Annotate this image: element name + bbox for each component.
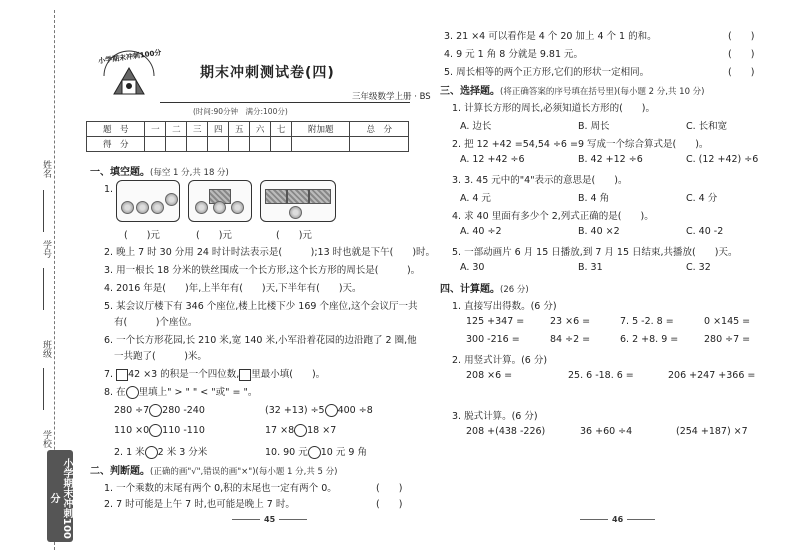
option[interactable]: B. 42 +12 ÷6 <box>578 154 643 165</box>
name-line <box>43 190 44 232</box>
page-number-right <box>576 515 659 524</box>
score-cell[interactable] <box>229 137 250 152</box>
judge-2: 2. 7 时可能是上午 7 时,也可能是晚上 7 时。 <box>104 499 295 510</box>
calc-item: 300 -216 = <box>466 334 520 345</box>
coin-icon <box>231 201 244 214</box>
section-1-note: (每空 1 分,共 18 分) <box>150 168 229 178</box>
score-header-cell: 题 号 <box>87 122 145 137</box>
question-4: 4. 2016 年是( )年,上半年有( )天,下半年有( )天。 <box>104 283 362 294</box>
q7-text: 42 ×3 的积是一个四位数, <box>128 369 240 380</box>
compare-left: 280 ÷7 <box>114 405 150 416</box>
option[interactable]: C. 40 -2 <box>686 226 724 237</box>
page-title: 期末冲刺测试卷(四) <box>200 65 335 81</box>
page-number-left <box>228 515 311 524</box>
option[interactable]: B. 周长 <box>578 121 610 132</box>
score-cell[interactable] <box>187 137 208 152</box>
q1-blank-1[interactable]: ( )元 <box>124 230 160 241</box>
calc-item: 84 ÷2 = <box>550 334 591 345</box>
score-header-cell: 五 <box>229 122 250 137</box>
compare-item <box>114 424 205 437</box>
answer-paren[interactable]: ( ) <box>728 67 755 78</box>
question-3: 3. 用一根长 18 分米的铁丝围成一个长方形,这个长方形的周长是( )。 <box>104 265 421 276</box>
section-4-note: (26 分) <box>500 285 529 295</box>
score-cell[interactable] <box>350 137 409 152</box>
score-header-cell: 一 <box>145 122 166 137</box>
option[interactable]: B. 4 角 <box>578 193 610 204</box>
question-7 <box>104 366 325 381</box>
logo-text: 小学期末冲刺100分 <box>97 48 162 66</box>
score-header-cell: 四 <box>208 122 229 137</box>
q8-text: 8. 在 <box>104 387 126 398</box>
q8-text-2: 里填上" > " " < "或" = "。 <box>138 387 258 398</box>
score-cell[interactable] <box>250 137 271 152</box>
compare-circle[interactable] <box>325 404 338 417</box>
score-header-cell: 六 <box>250 122 271 137</box>
section-3-note: (将正确答案的序号填在括号里)(每小题 2 分,共 10 分) <box>500 87 705 97</box>
stepwise-calc-item: (254 +187) ×7 <box>676 426 748 437</box>
section-1-title: 一、填空题。 <box>90 167 150 178</box>
option[interactable]: C. 4 分 <box>686 193 718 204</box>
answer-paren[interactable]: ( ) <box>376 483 403 494</box>
compare-right: 400 ÷8 <box>337 405 373 416</box>
score-header-cell: 三 <box>187 122 208 137</box>
option[interactable]: B. 40 ×2 <box>578 226 620 237</box>
compare-left: 110 ×0 <box>114 425 150 436</box>
compare-circle[interactable] <box>294 424 307 437</box>
calc-1-title: 1. 直接写出得数。(6 分) <box>452 301 557 312</box>
answer-paren[interactable]: ( ) <box>728 49 755 60</box>
vertical-calc-item: 208 ×6 = <box>466 370 513 381</box>
compare-circle[interactable] <box>145 446 158 459</box>
question-2: 2. 晚上 7 时 30 分用 24 时计时法表示是( );13 时也就是下午( )时。 <box>104 247 436 258</box>
vertical-calc-item: 206 +247 +366 = <box>668 370 756 381</box>
stepwise-calc-item: 208 +(438 -226) <box>466 426 546 437</box>
q1-number: 1. <box>104 184 114 195</box>
compare-circle[interactable] <box>308 446 321 459</box>
compare-circle[interactable] <box>149 404 162 417</box>
q1-blank-3[interactable]: ( )元 <box>276 230 312 241</box>
section-3-heading <box>440 82 705 97</box>
page-number: 45 <box>264 515 276 524</box>
banknote-icon <box>287 189 309 204</box>
compare-left: 10. 90 元 <box>265 447 308 458</box>
id-label: 学号 <box>41 240 51 258</box>
stepwise-calc-item: 36 +60 ÷4 <box>580 426 633 437</box>
answer-paren[interactable]: ( ) <box>376 499 403 510</box>
score-cell[interactable] <box>292 137 350 152</box>
coin-icon <box>151 201 164 214</box>
option[interactable]: A. 4 元 <box>460 193 491 204</box>
answer-paren[interactable]: ( ) <box>728 31 755 42</box>
option[interactable]: A. 12 +42 ÷6 <box>460 154 525 165</box>
judge-3: 3. 21 ×4 可以看作是 4 个 20 加上 4 个 1 的和。 <box>444 31 657 42</box>
score-row-label: 得 分 <box>87 137 145 152</box>
grade-subtitle: 三年级数学上册 · BS <box>352 92 431 102</box>
calc-item: 6. 2 +8. 9 = <box>620 334 679 345</box>
calc-2-title: 2. 用竖式计算。(6 分) <box>452 355 548 366</box>
coin-icon <box>289 206 302 219</box>
question-5-line-2: 有( )个座位。 <box>114 317 198 328</box>
coin-icon <box>213 201 226 214</box>
money-box-3 <box>260 180 336 222</box>
score-header-cell: 附加题 <box>292 122 350 137</box>
q7-box[interactable] <box>116 369 128 381</box>
page-number: 46 <box>612 515 624 524</box>
compare-left: (32 +13) ÷5 <box>265 405 325 416</box>
score-cell[interactable] <box>208 137 229 152</box>
banknote-icon <box>265 189 287 204</box>
section-4-title: 四、计算题。 <box>440 284 500 295</box>
question-8 <box>104 384 257 399</box>
option[interactable]: C. 长和宽 <box>686 121 728 132</box>
option[interactable]: A. 边长 <box>460 121 492 132</box>
coin-icon <box>195 201 208 214</box>
option[interactable]: A. 40 ÷2 <box>460 226 502 237</box>
section-2-title: 二、判断题。 <box>90 466 150 477</box>
score-cell[interactable] <box>145 137 166 152</box>
score-cell[interactable] <box>271 137 292 152</box>
compare-item <box>265 424 336 437</box>
banknote-icon <box>309 189 331 204</box>
section-3-title: 三、选择题。 <box>440 86 500 97</box>
score-header-row <box>87 122 409 137</box>
judge-1: 1. 一个乘数的末尾有两个 0,积的末尾也一定有两个 0。 <box>104 483 337 494</box>
calc-item: 0 ×145 = <box>704 316 751 327</box>
q7-text-2: 里最小填( )。 <box>251 369 326 380</box>
compare-left: 2. 1 米 <box>114 447 145 458</box>
question-5-line-1: 5. 某会议厅楼下有 346 个座位,楼上比楼下少 169 个座位,这个会议厅一共 <box>104 301 418 312</box>
compare-circle[interactable] <box>149 424 162 437</box>
compare-right: 10 元 9 角 <box>320 447 367 458</box>
compare-right: 18 ×7 <box>307 425 337 436</box>
coin-icon <box>136 201 149 214</box>
vertical-calc-item: 25. 6 -18. 6 = <box>568 370 634 381</box>
q1-blank-2[interactable]: ( )元 <box>196 230 232 241</box>
q7-box[interactable] <box>239 369 251 381</box>
score-header-cell: 二 <box>166 122 187 137</box>
section-2-heading <box>90 462 337 477</box>
score-cell[interactable] <box>166 137 187 152</box>
compare-right: 2 米 3 分米 <box>157 447 208 458</box>
score-table <box>86 121 409 152</box>
choice-3: 3. 3. 45 元中的"4"表示的意思是( )。 <box>452 175 628 186</box>
school-label: 学校 <box>41 430 51 448</box>
calc-item: 23 ×6 = <box>550 316 591 327</box>
title-rule <box>160 102 410 103</box>
question-6-line-2: 一共跑了( )米。 <box>114 351 207 362</box>
class-line <box>43 368 44 410</box>
option[interactable]: B. 31 <box>578 262 603 273</box>
calc-item: 280 ÷7 = <box>704 334 751 345</box>
name-label: 姓名 <box>41 160 51 178</box>
score-row <box>87 137 409 152</box>
choice-1: 1. 计算长方形的周长,必须知道长方形的( )。 <box>452 103 656 114</box>
money-box-2 <box>188 180 252 222</box>
question-6-line-1: 6. 一个长方形花园,长 210 米,宽 140 米,小军沿着花园的边沿跑了 2 圈,他 <box>104 335 417 346</box>
compare-right: 280 -240 <box>162 405 205 416</box>
choice-2: 2. 把 12 +42 =54,54 ÷6 =9 写成一个综合算式是( )。 <box>452 139 709 150</box>
choice-4: 4. 求 40 里面有多少个 2,列式正确的是( )。 <box>452 211 654 222</box>
calc-item: 125 +347 = <box>466 316 525 327</box>
coin-icon <box>121 201 134 214</box>
section-1-heading <box>90 163 229 178</box>
section-4-heading <box>440 280 529 295</box>
compare-item <box>114 444 207 459</box>
coin-icon <box>165 193 178 206</box>
option[interactable]: C. (12 +42) ÷6 <box>686 154 759 165</box>
brand-badge: 小学期末冲刺100分 <box>47 450 73 542</box>
time-note: (时间:90分钟 满分:100分) <box>193 107 288 116</box>
judge-4: 4. 9 元 1 角 8 分就是 9.81 元。 <box>444 49 584 60</box>
choice-5: 5. 一部动画片 6 月 15 日播放,到 7 月 15 日结束,共播放( )天。 <box>452 247 738 258</box>
section-2-note: (正确的画"√",错误的画"×")(每小题 1 分,共 5 分) <box>150 467 338 477</box>
compare-right: 110 -110 <box>162 425 205 436</box>
score-header-cell: 七 <box>271 122 292 137</box>
option[interactable]: A. 30 <box>460 262 485 273</box>
compare-item <box>265 404 373 417</box>
compare-item <box>265 444 367 459</box>
money-box-1 <box>116 180 180 222</box>
compare-item <box>114 404 205 417</box>
q7-number: 7. <box>104 369 114 380</box>
calc-item: 7. 5 -2. 8 = <box>620 316 674 327</box>
id-line <box>43 268 44 310</box>
option[interactable]: C. 32 <box>686 262 711 273</box>
calc-3-title: 3. 脱式计算。(6 分) <box>452 411 538 422</box>
score-header-cell: 总 分 <box>350 122 409 137</box>
compare-circle-icon <box>126 386 139 399</box>
compare-left: 17 ×8 <box>265 425 295 436</box>
class-label: 班级 <box>41 340 51 358</box>
judge-5: 5. 周长相等的两个正方形,它们的形状一定相同。 <box>444 67 650 78</box>
